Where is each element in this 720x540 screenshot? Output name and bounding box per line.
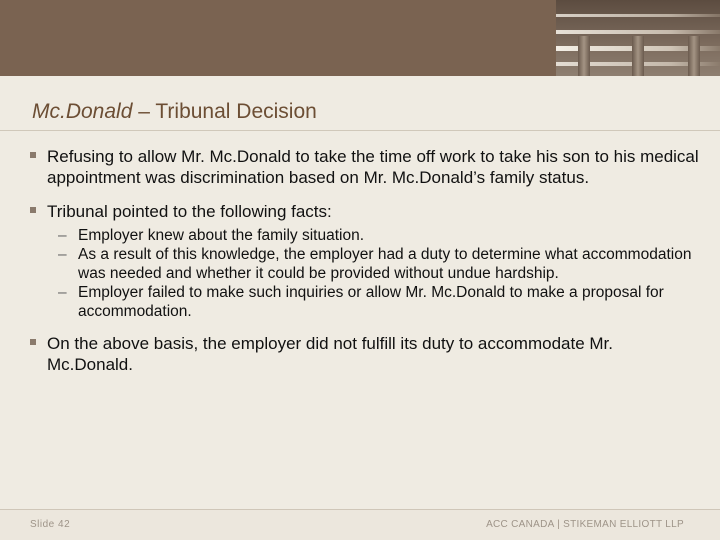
bullet-text: On the above basis, the employer did not fulfill its duty to accommodate Mr. Mc.Donald.: [47, 334, 614, 374]
square-bullet-icon: [30, 339, 36, 345]
bullet-item: [30, 201, 700, 222]
header-photo: [556, 0, 720, 76]
sub-bullet-item: [58, 283, 700, 321]
bullet-item: [30, 146, 700, 188]
pillar: [578, 36, 590, 76]
sub-bullet-text: As a result of this knowledge, the employer had a duty to determine what accommodation was needed and whether it could be provided without undue hardship.: [78, 246, 692, 282]
dash-icon: –: [58, 227, 67, 244]
ceiling-beam: [556, 14, 720, 17]
bullet-text: Tribunal pointed to the following facts:: [47, 202, 332, 221]
footer-firm: ACC CANADA | STIKEMAN ELLIOTT LLP: [486, 519, 684, 530]
bullet-item: [30, 333, 700, 375]
dash-icon: –: [58, 246, 67, 263]
bullet-text: Refusing to allow Mr. Mc.Donald to take the time off work to take his son to his medical appointment was discrimination based on Mr. Mc.Donald’s family status.: [47, 147, 699, 187]
dash-icon: –: [58, 284, 67, 301]
pillar: [688, 36, 700, 76]
title-divider: [0, 130, 720, 131]
title-rest: – Tribunal Decision: [132, 100, 317, 123]
pillar: [632, 36, 644, 76]
slide-title: [32, 100, 317, 124]
slide-body: [30, 146, 700, 375]
title-italic: Mc.Donald: [32, 100, 133, 123]
square-bullet-icon: [30, 152, 36, 158]
sub-bullet-list: [58, 226, 700, 321]
sub-bullet-item: [58, 245, 700, 283]
slide-footer: [0, 509, 720, 540]
sub-bullet-text: Employer knew about the family situation.: [78, 227, 365, 244]
slide-number: Slide 42: [30, 519, 71, 530]
square-bullet-icon: [30, 207, 36, 213]
sub-bullet-text: Employer failed to make such inquiries or allow Mr. Mc.Donald to make a proposal for accommodation.: [78, 284, 664, 320]
ceiling-beam: [556, 30, 720, 34]
sub-bullet-item: [58, 226, 700, 245]
